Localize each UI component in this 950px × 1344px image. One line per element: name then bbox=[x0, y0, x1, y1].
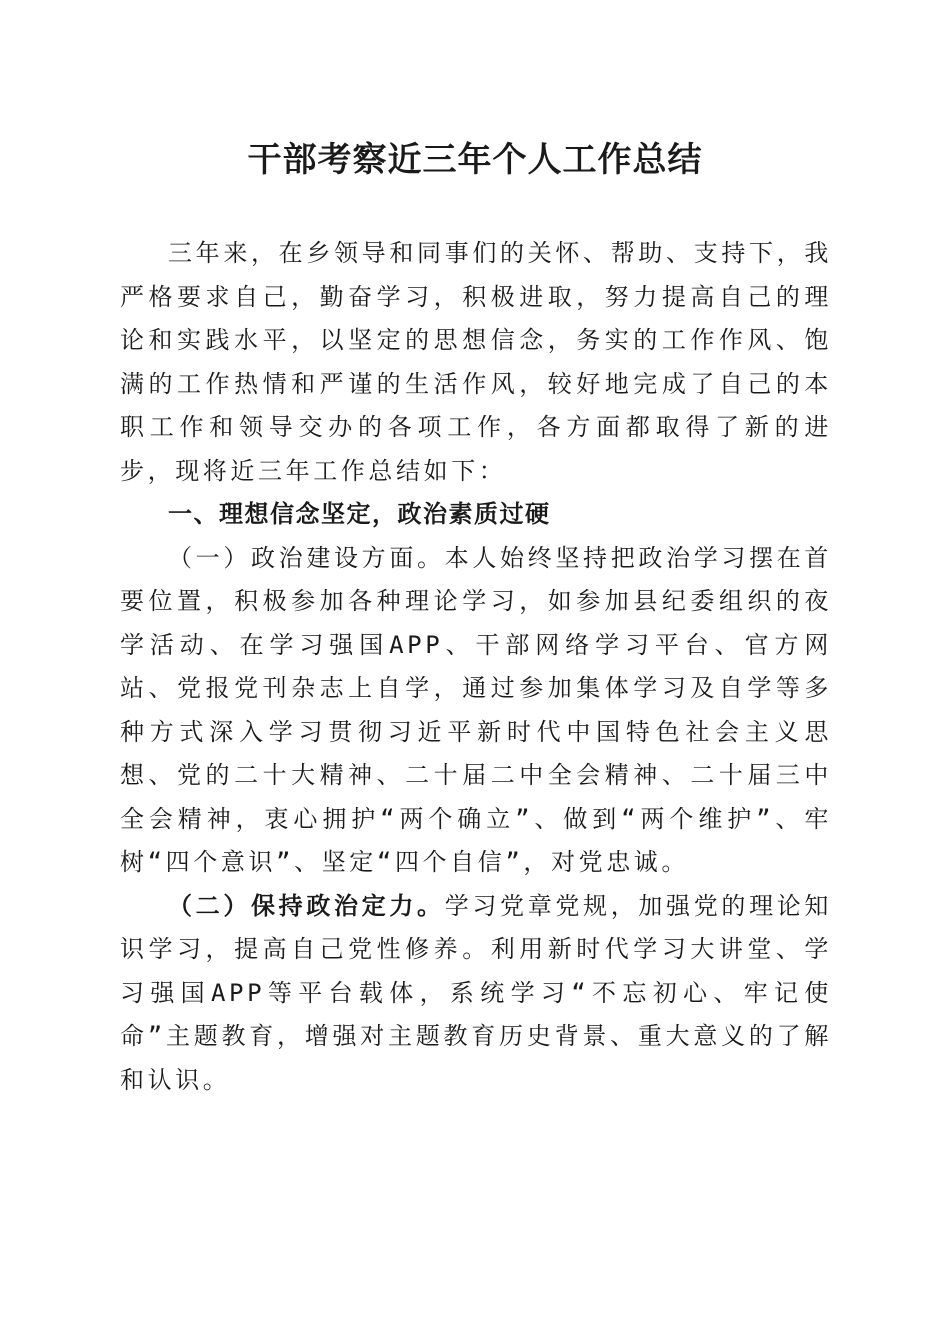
item-lead: （一）政治建设方面。 bbox=[168, 543, 445, 572]
section-item-political-focus bbox=[120, 885, 832, 1103]
document-body bbox=[120, 232, 832, 1102]
item-lead: （二）保持政治定力。 bbox=[168, 891, 445, 920]
item-text: 学习党章党规，加强党的理论知识学习，提高自己党性修养。利用新时代学习大讲堂、学习强国APP等平台载体，系统学习“不忘初心、牢记使命”主题教育，增强对主题教育历史背景、重大意义的了解和认识。 bbox=[120, 891, 833, 1094]
document-title: 干部考察近三年个人工作总结 bbox=[247, 140, 703, 180]
intro-paragraph: 三年来，在乡领导和同事们的关怀、帮助、支持下，我严格要求自己，勤奋学习，积极进取，努力提高自己的理论和实践水平，以坚定的思想信念，务实的工作作风、饱满的工作热情和严谨的生活作风，较好地完成了自己的本职工作和领导交办的各项工作，各方面都取得了新的进步，现将近三年工作总结如下： bbox=[120, 239, 832, 485]
section-heading: 一、理想信念坚定，政治素质过硬 bbox=[168, 500, 551, 528]
section-item-political-building bbox=[120, 537, 832, 885]
item-text: 本人始终坚持把政治学习摆在首要位置，积极参加各种理论学习，如参加县纪委组织的夜学活动、在学习强国APP、干部网络学习平台、官方网站、党报党刊杂志上自学，通过参加集体学习及自学等多种方式深入学习贯彻习近平新时代中国特色社会主义思想、党的二十大精神、二十届二中全会精神、二十届三中全会精神，衷心拥护“两个确立”、做到“两个维护”、牢树“四个意识”、坚定“四个自信”，对党忠诚。 bbox=[120, 543, 833, 876]
